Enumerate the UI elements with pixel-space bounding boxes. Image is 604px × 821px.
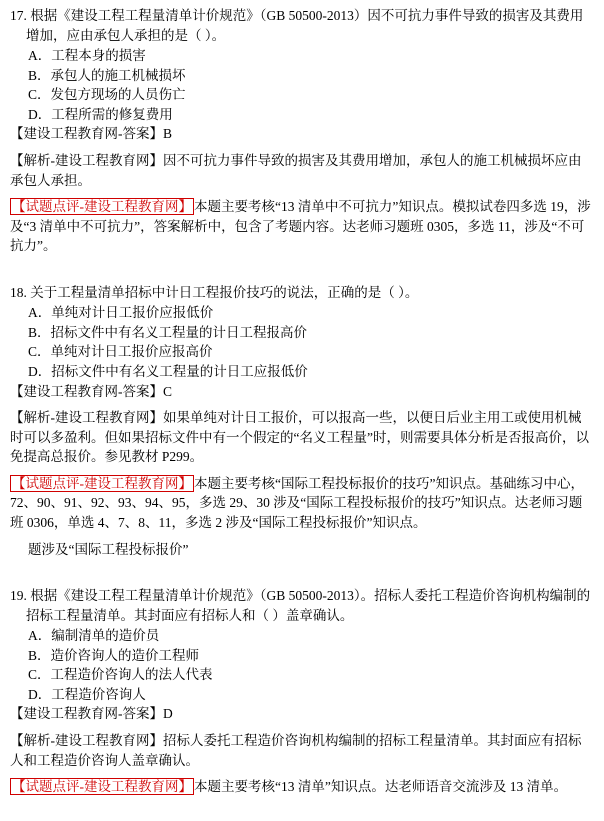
answer-label: 【建设工程教育网-答案】 — [10, 706, 163, 722]
comment-label: 【试题点评-建设工程教育网】 — [12, 199, 192, 215]
answer-line — [10, 382, 594, 402]
comment-line-extra: 题涉及“国际工程投标报价” — [28, 541, 189, 557]
question-number: 19. — [10, 588, 27, 604]
question-option: C．工程造价咨询人的法人代表 — [28, 667, 213, 683]
question-option: A．工程本身的损害 — [28, 48, 146, 64]
spacer — [10, 573, 594, 586]
spacer — [10, 467, 594, 474]
question-number: 18. — [10, 284, 27, 300]
analysis-text: 因不可抗力事件导致的损害及其费用增加，承包人的施工机械损坏应由承包人承担。 — [10, 152, 582, 188]
analysis-text: 招标人委托工程造价咨询机构编制的招标工程量清单。其封面应有招标人和工程造价咨询人盖章确认。 — [10, 733, 582, 768]
question-option: D．工程造价咨询人 — [28, 686, 146, 702]
question-block-18 — [10, 283, 594, 559]
analysis-line — [10, 408, 594, 467]
comment-text: 本题主要考核“国际工程投标报价的技巧”知识点。基础练习中心，72、90、91、92、93、94、95，多选 29、30 涉及“国际工程投标报价的技巧”知识点。达老师习题班 0306，单选 4、7、8、11，多选 2 涉及“国际工程投标报价”知识点。 — [10, 475, 584, 530]
comment-text: 本题主要考核“13 清单中不可抗力”知识点。模拟试卷四多选 19，涉及“3 清单中不可抗力”，答案解析中，包含了考题内容。达老师习题班 0305，多选 11，涉及“不可抗力”。 — [10, 199, 591, 254]
comment-label: 【试题点评-建设工程教育网】 — [12, 475, 192, 491]
question-stem-text: 根据《建设工程工程量清单计价规范》（GB 50500-2013）。招标人委托工程造价咨询机构编制的招标工程量清单。其封面应有招标人和（ ）盖章确认。 — [26, 588, 591, 623]
question-option: D．工程所需的修复费用 — [28, 106, 173, 122]
answer-value: D — [163, 706, 173, 722]
comment-text: 本题主要考核“13 清单”知识点。达老师语音交流涉及 13 清单。 — [194, 779, 568, 795]
question-option: B．承包人的施工机械损坏 — [28, 67, 186, 83]
question-option: C．单纯对计日工报价应报高价 — [28, 344, 213, 360]
comment-label: 【试题点评-建设工程教育网】 — [12, 779, 192, 795]
analysis-label: 【解析-建设工程教育网】 — [10, 410, 163, 426]
answer-value: C — [163, 383, 173, 399]
question-stem: 17. 根据《建设工程工程量清单计价规范》（GB 50500-2013）因不可抗力事件导致的损害及其费用增加，应由承包人承担的是（ ）。 — [10, 8, 584, 43]
comment-line — [10, 777, 594, 797]
question-option: C．发包方现场的人员伤亡 — [28, 87, 186, 103]
question-stem — [10, 586, 594, 625]
spacer — [10, 190, 594, 197]
analysis-line — [10, 151, 594, 190]
spacer — [10, 533, 594, 540]
question-block-17 — [10, 6, 594, 256]
question-option: A．单纯对计日工报价应报低价 — [28, 305, 214, 321]
spacer — [10, 770, 594, 777]
analysis-label: 【解析-建设工程教育网】 — [10, 733, 163, 748]
answer-value: B — [163, 126, 173, 142]
answer-line — [10, 124, 594, 144]
comment-line — [10, 197, 594, 256]
analysis-line — [10, 731, 594, 770]
question-option: B．招标文件中有名义工程量的计日工程报高价 — [28, 324, 308, 340]
question-option: A．编制清单的造价员 — [28, 628, 160, 644]
spacer — [10, 724, 594, 731]
question-option: B．造价咨询人的造价工程师 — [28, 647, 200, 663]
answer-line — [10, 704, 594, 724]
analysis-text: 如果单纯对计日工报价，可以报高一些，以便日后业主用工或使用机械时可以多盈利。但如果招标文件中有一个假定的“名义工程量”时，则需要具体分析是否报高价，以免提高总报价。参见教材 P299。 — [10, 410, 589, 465]
answer-label: 【建设工程教育网-答案】 — [10, 126, 163, 142]
spacer — [10, 270, 594, 283]
spacer — [10, 401, 594, 408]
question-option: D．招标文件中有名义工程量的计日工应报低价 — [28, 364, 308, 379]
question-block-19 — [10, 586, 594, 797]
question-stem-text: 关于工程量清单招标中计日工程报价技巧的说法，正确的是（ ）。 — [30, 284, 419, 300]
question-stem — [10, 283, 594, 303]
analysis-label: 【解析-建设工程教育网】 — [10, 152, 163, 168]
answer-label: 【建设工程教育网-答案】 — [10, 383, 163, 399]
comment-line — [10, 474, 594, 533]
spacer — [10, 144, 594, 151]
